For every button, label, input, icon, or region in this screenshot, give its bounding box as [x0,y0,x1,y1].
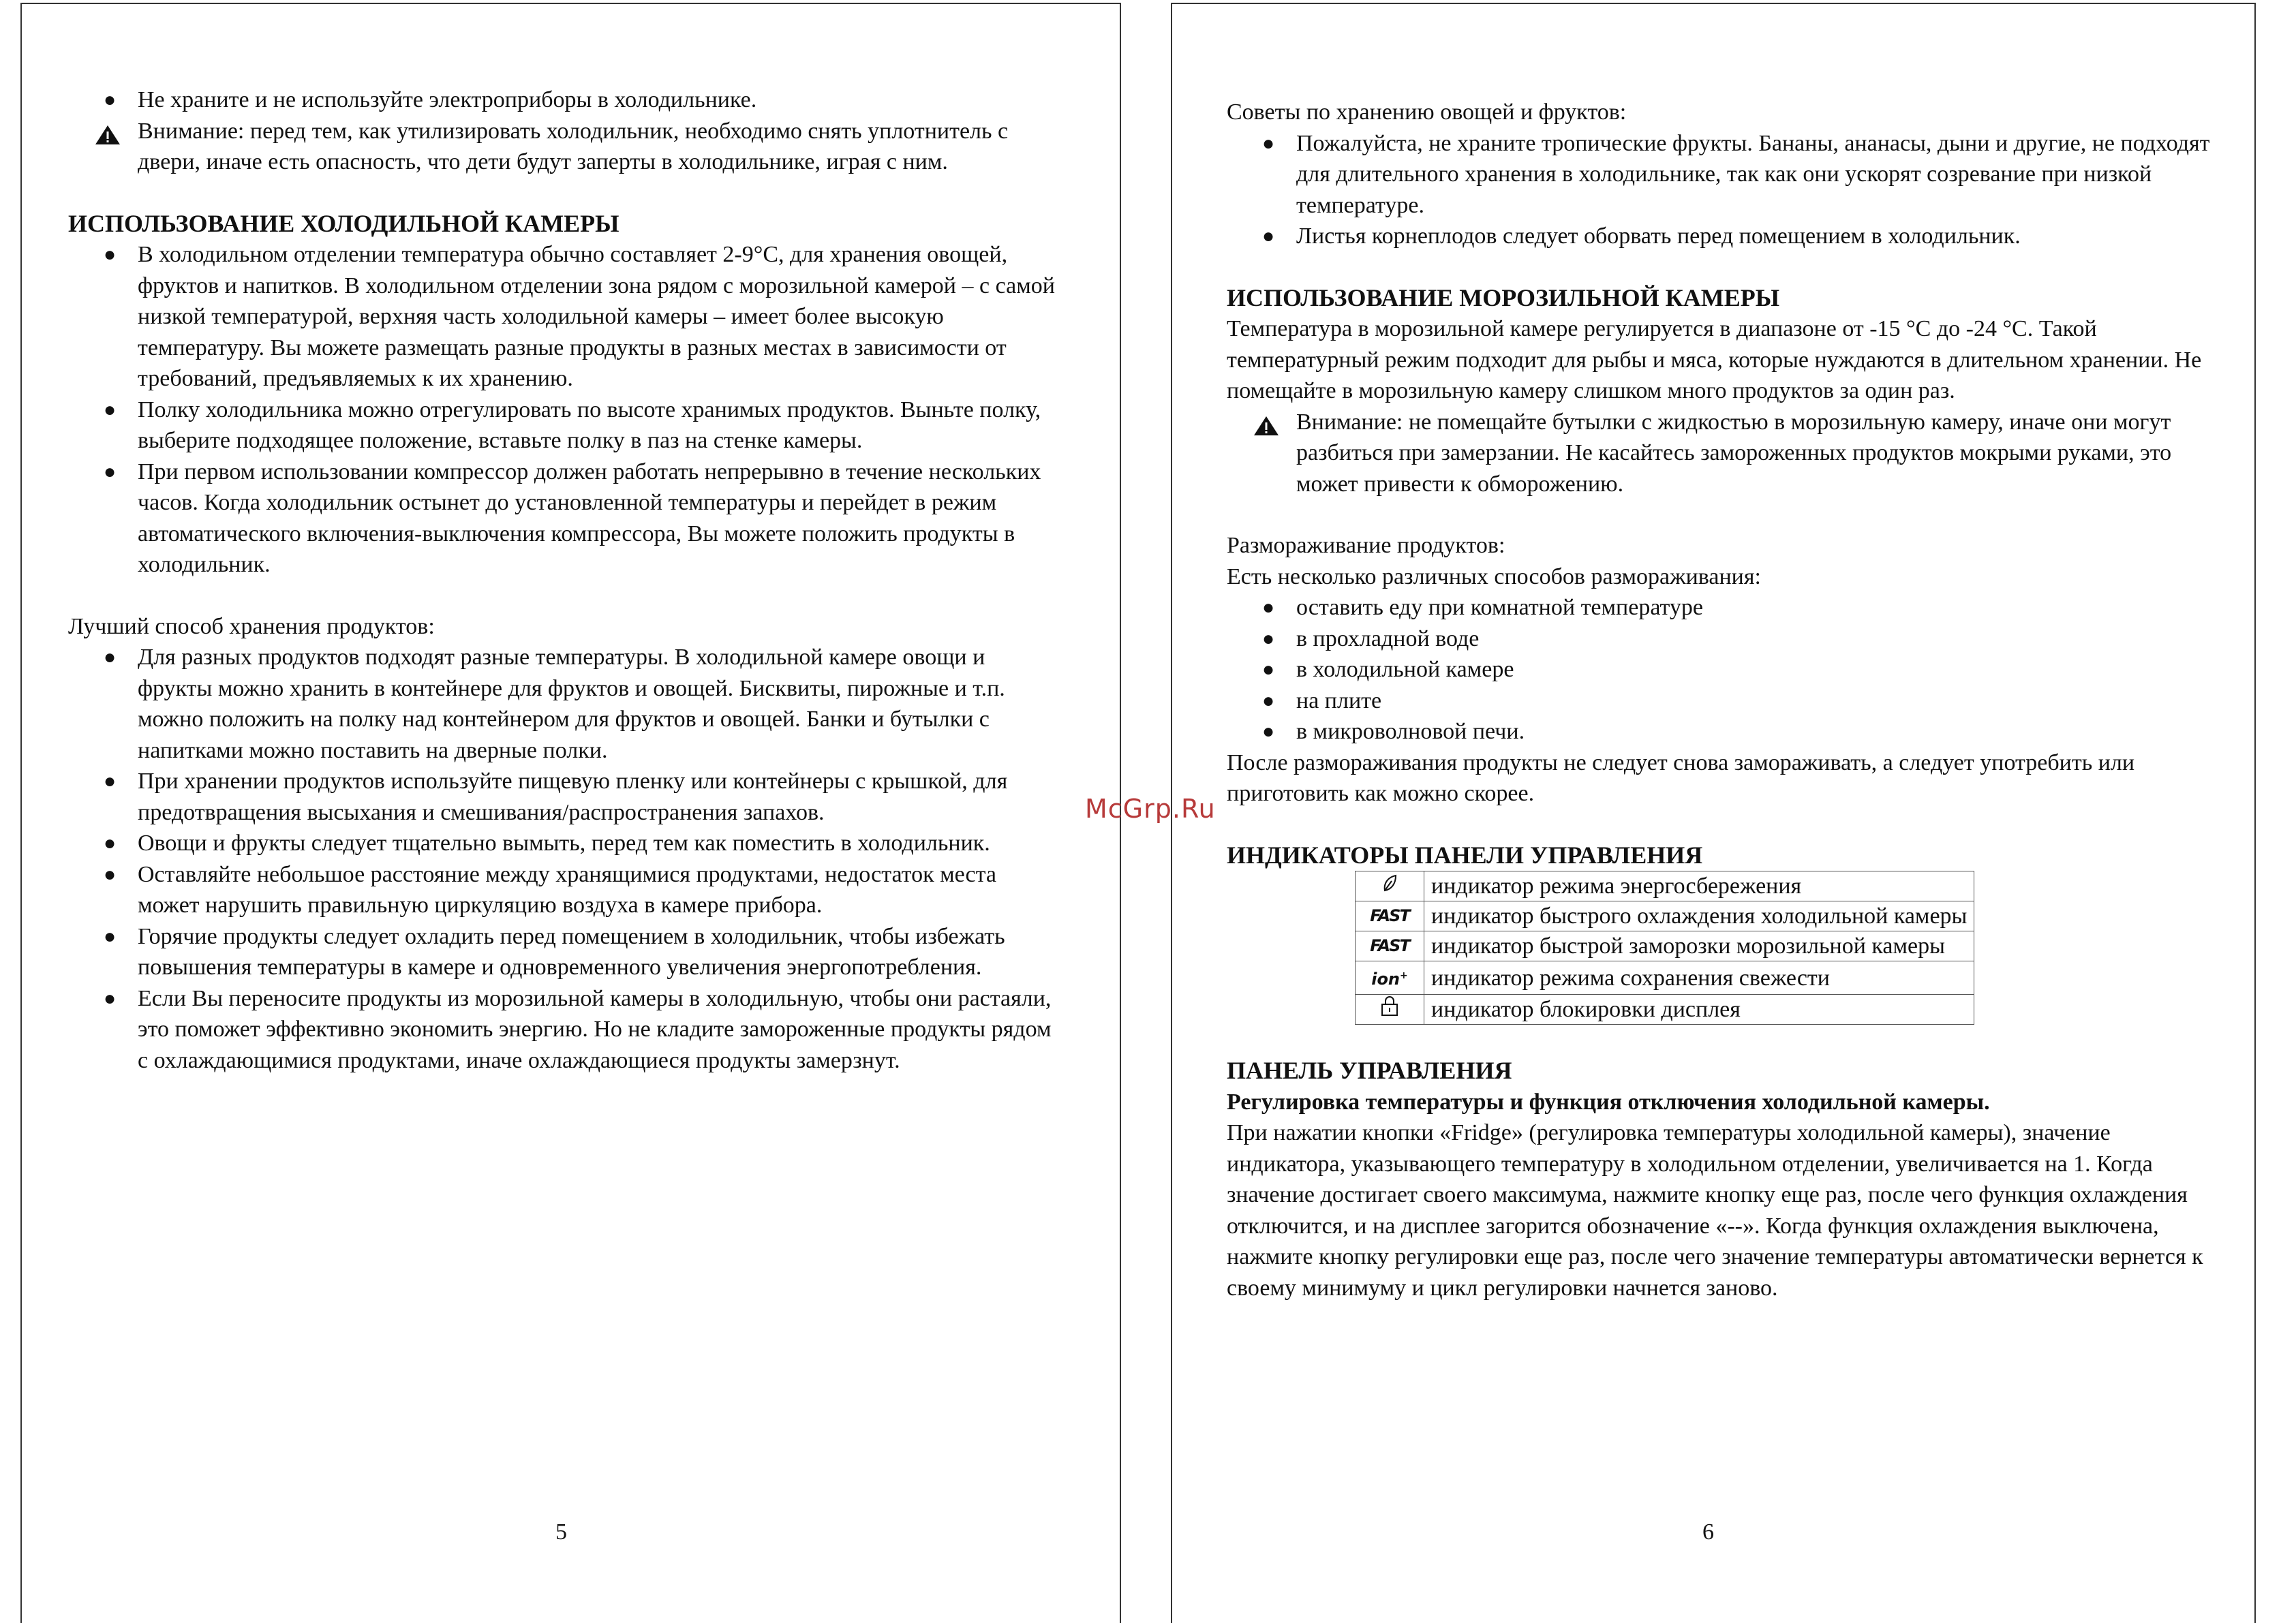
section-heading: ПАНЕЛЬ УПРАВЛЕНИЯ [1227,1057,1512,1084]
section-heading: ИСПОЛЬЗОВАНИЕ МОРОЗИЛЬНОЙ КАМЕРЫ [1227,283,1780,311]
storage-list [68,642,1063,1076]
bullet-icon: ● [104,646,117,668]
bullet-icon: ● [1262,658,1275,681]
indicator-label: индикатор блокировки дисплея [1424,995,1974,1025]
bullet-icon: ● [1262,225,1275,247]
watermark: McGrp.Ru [1085,794,1216,824]
freezer-text: Температура в морозильной камере регулируется в диапазоне от -15 °С до -24 °С. Такой температурный режим подходит для рыбы и мяса, которые нуждаются в длительном хранении. Не помещайте в морозильную камеру слишком много продуктов за один раз. [1227,316,2202,403]
bullet-icon: ● [104,89,117,111]
bullet-icon: ● [104,925,117,948]
bullet-icon: ● [104,460,117,483]
veg-tips-intro: Советы по хранению овощей и фруктов: [1227,99,1627,125]
list-item: ● Оставляйте небольшое расстояние между хранящимися продуктами, недостаток места может нарушить правильную циркуляцию воздуха в камере прибора. [68,859,1063,921]
list-item: ● в прохладной воде [1227,623,2215,655]
list-item: ● в микроволновой печи. [1227,716,2215,747]
lock-icon [1356,995,1424,1025]
bullet-icon: ● [104,398,117,421]
table-row [1356,931,1974,961]
list-item: ● При первом использовании компрессор должен работать непрерывно в течение нескольких часов. Когда холодильник остынет до установленной температуры и перейдет в режим автоматического включения-выключения компрессора, Вы можете положить продукты в холодильник. [68,457,1063,581]
list-item: ● В холодильном отделении температура обычно составляет 2-9°C, для хранения овощей, фруктов и напитков. В холодильном отделении зона рядом с морозильной камерой – с самой низкой температурой, верхняя часть холодильной камеры – имеет более высокую температуру. Вы можете размещать разные продукты в разных местах в зависимости от требований, предъявляемых к их хранению. [68,239,1063,395]
list-item: ● Для разных продуктов подходят разные температуры. В холодильной камере овощи и фрукты можно хранить в контейнере для фруктов и овощей. Бисквиты, пирожные и т.п. можно положить на полку над контейнером для фруктов и овощей. Банки и бутылки с напитками можно поставить на дверные полки. [68,642,1063,766]
bullet-icon: ● [104,832,117,854]
bullet-icon: ● [1262,689,1275,712]
indicator-label: индикатор быстрого охлаждения холодильной камеры [1424,901,1974,931]
list-item: ● Не храните и не используйте электроприборы в холодильнике. [68,84,1063,116]
list-item: ● Овощи и фрукты следует тщательно вымыть, перед тем как поместить в холодильник. [68,828,1063,859]
table-row [1356,961,1974,995]
defrost-after: После размораживания продукты не следует снова замораживать, а следует употребить или приготовить как можно скорее. [1227,749,2135,806]
freezer-warning-list [1227,407,2215,500]
defrost-intro: Есть несколько различных способов размораживания: [1227,563,1761,589]
page-number: 5 [555,1519,567,1545]
left-page-content [68,84,1063,1076]
fridge-usage-list [68,239,1063,581]
indicator-label: индикатор быстрой заморозки морозильной камеры [1424,931,1974,961]
warning-item: Внимание: перед тем, как утилизировать холодильник, необходимо снять уплотнитель с двери, иначе есть опасность, что дети будут заперты в холодильнике, играя с ним. [68,116,1063,178]
leaf-eco-icon [1356,871,1424,901]
bullet-icon: ● [1262,596,1275,619]
intro-list [68,84,1063,178]
panel-subheading: Регулировка температуры и функция отключения холодильной камеры. [1227,1089,1990,1115]
indicators-table [1355,871,1974,1025]
defrost-list [1227,592,2215,747]
bullet-icon: ● [1262,720,1275,743]
defrost-title: Размораживание продуктов: [1227,533,1505,558]
indicator-label: индикатор режима энергосбережения [1424,871,1974,901]
list-item: ● Полку холодильника можно отрегулировать по высоте хранимых продуктов. Выньте полку, выберите подходящее положение, вставьте полку в паз на стенке камеры. [68,395,1063,457]
section-heading: ИСПОЛЬЗОВАНИЕ ХОЛОДИЛЬНОЙ КАМЕРЫ [68,209,619,237]
table-row [1356,995,1974,1025]
fast-cool-icon: FAST [1356,901,1424,931]
fast-freeze-icon: FAST [1356,931,1424,961]
storage-intro: Лучший способ хранения продуктов: [68,613,435,639]
list-item: ● Пожалуйста, не храните тропические фрукты. Бананы, ананасы, дыни и другие, не подходят для длительного хранения в холодильнике, так как они ускорят созревание при низкой температуре. [1227,128,2215,221]
page-number: 6 [1702,1519,1714,1545]
bullet-icon: ● [104,770,117,792]
right-page-content [1227,97,2215,1303]
list-item: ● на плите [1227,685,2215,717]
indicator-label: индикатор режима сохранения свежести [1424,961,1974,995]
veg-tips-list [1227,128,2215,252]
list-item: ● Листья корнеплодов следует оборвать перед помещением в холодильник. [1227,221,2215,252]
panel-text: При нажатии кнопки «Fridge» (регулировка температуры холодильной камеры), значение индикатора, указывающего температуру в холодильном отделении, увеличивается на 1. Когда значение достигает своего максимума, нажмите кнопку еще раз, после чего функция охлаждения отключится, и на дисплее загорится обозначение «--». Когда функция охлаждения выключена, нажмите кнопку регулировки еще раз, после чего значение температуры автоматически вернется к своему минимуму и цикл регулировки начнется заново. [1227,1120,2203,1301]
table-row [1356,901,1974,931]
list-item: ● При хранении продуктов используйте пищевую пленку или контейнеры с крышкой, для предотвращения высыхания и смешивания/распространения запахов. [68,766,1063,828]
bullet-icon: ● [1262,132,1275,155]
bullet-icon: ● [104,863,117,886]
warning-icon [94,124,121,146]
section-heading: ИНДИКАТОРЫ ПАНЕЛИ УПРАВЛЕНИЯ [1227,841,1703,869]
bullet-icon: ● [104,987,117,1010]
list-item: ● Если Вы переносите продукты из морозильной камеры в холодильную, чтобы они растаяли, это поможет эффективно экономить энергию. Но не кладите замороженные продукты рядом с охлаждающимися продуктами, иначе охлаждающиеся продукты замерзнут. [68,983,1063,1077]
bullet-icon: ● [1262,627,1275,650]
warning-icon [1253,415,1280,437]
table-row [1356,871,1974,901]
list-item: ● в холодильной камере [1227,654,2215,685]
list-item: ● оставить еду при комнатной температуре [1227,592,2215,623]
ion-icon: ion+ [1356,961,1424,995]
warning-item: Внимание: не помещайте бутылки с жидкостью в морозильную камеру, иначе они могут разбиться при замерзании. Не касайтесь замороженных продуктов мокрыми руками, это может привести к обморожению. [1227,407,2215,500]
list-item: ● Горячие продукты следует охладить перед помещением в холодильник, чтобы избежать повышения температуры в камере и одновременного увеличения энергопотребления. [68,921,1063,983]
bullet-icon: ● [104,243,117,266]
